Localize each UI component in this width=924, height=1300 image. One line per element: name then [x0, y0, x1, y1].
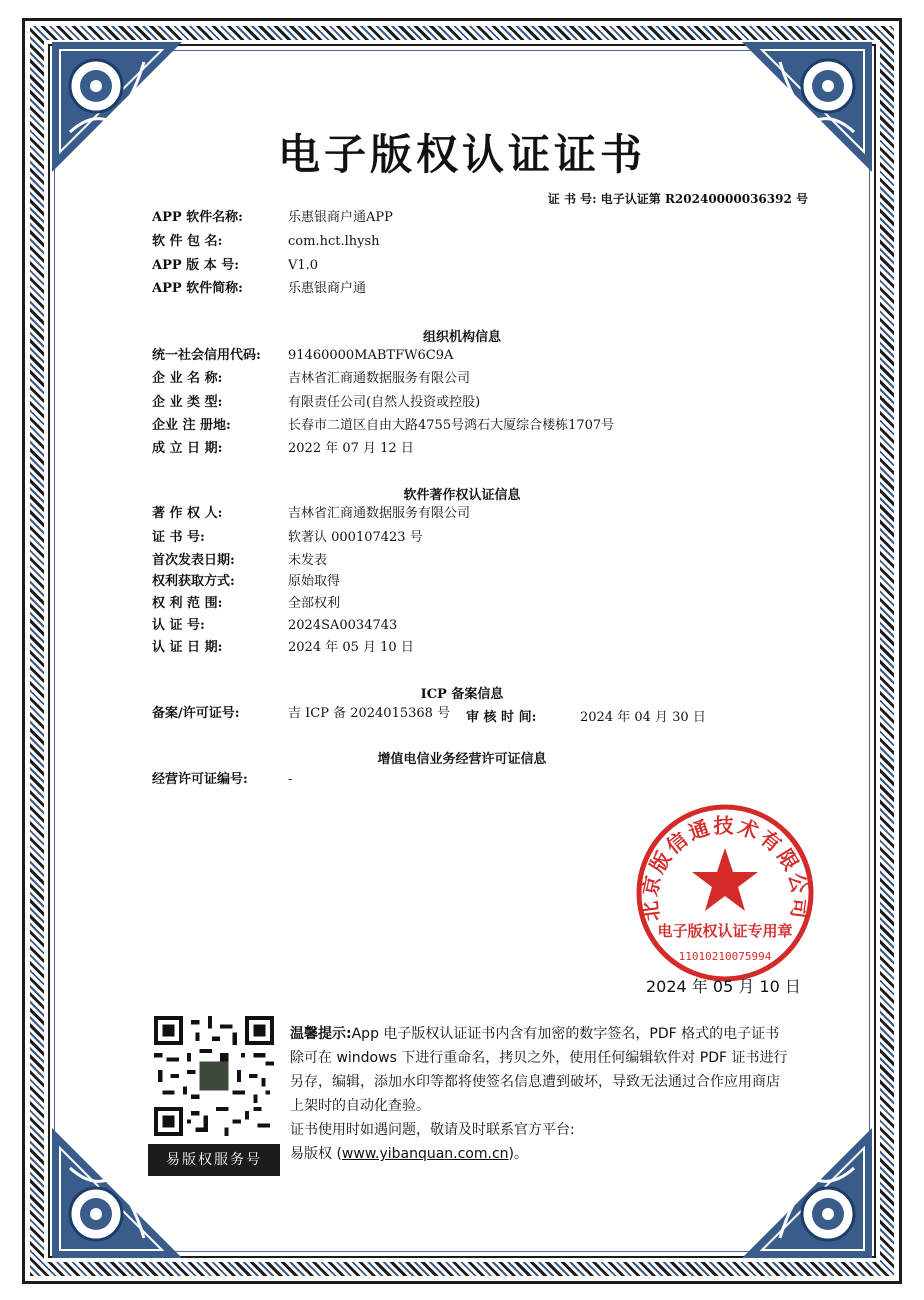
platform-link[interactable]: www.yibanquan.com.cn	[341, 1146, 509, 1162]
review-time-label: 审 核 时 间:	[466, 710, 537, 725]
notice-prefix: 温馨提示:	[290, 1026, 352, 1042]
copyright-section-heading: 软件著作权认证信息	[403, 488, 521, 503]
notice-block	[290, 1022, 790, 1166]
auth-number-value: 2024SA0034743	[288, 618, 398, 633]
copyright-cert-label: 证 书 号:	[152, 530, 205, 545]
copyright-cert-value: 软著认 000107423 号	[288, 530, 423, 545]
icp-number-value: 吉 ICP 备 2024015368 号	[288, 706, 451, 721]
app-name-value: 乐惠银商户通APP	[288, 210, 393, 225]
rights-scope-label: 权 利 范 围:	[152, 596, 223, 611]
rights-scope-value: 全部权利	[288, 596, 341, 611]
auth-number-label: 认 证 号:	[152, 618, 205, 633]
certificate-number-label: 证 书 号:	[547, 192, 597, 206]
telecom-section-heading: 增值电信业务经营许可证信息	[377, 752, 547, 767]
company-type-label: 企 业 类 型:	[152, 395, 223, 410]
qr-logo-icon	[200, 1062, 229, 1091]
seal-serial-number: 11010210075994	[678, 950, 772, 963]
app-version-value: V1.0	[288, 258, 319, 273]
first-publish-value: 未发表	[288, 553, 328, 568]
notice-contact-line: 证书使用时如遇问题，敬请及时联系官方平台:	[290, 1122, 575, 1138]
seal-company-name: 北京版信通技术有限公司	[637, 813, 813, 923]
established-date-label: 成 立 日 期:	[152, 441, 223, 456]
copyright-owner-value: 吉林省汇商通数据服务有限公司	[288, 506, 471, 521]
certificate-number	[548, 190, 808, 207]
first-publish-label: 首次发表日期:	[152, 553, 235, 568]
platform-name: 易版权 (	[290, 1146, 342, 1162]
established-date-value: 2022 年 07 月 12 日	[288, 441, 414, 456]
icp-section-heading: ICP 备案信息	[420, 687, 504, 702]
credit-code-label: 统一社会信用代码:	[152, 348, 261, 363]
official-seal	[632, 800, 818, 986]
qr-caption: 易版权服务号	[148, 1144, 280, 1176]
org-section-heading: 组织机构信息	[422, 330, 501, 345]
auth-date-label: 认 证 日 期:	[152, 640, 223, 655]
notice-body: App 电子版权认证证书内含有加密的数字签名，PDF 格式的电子证书除可在 windows 下进行重命名，拷贝之外，使用任何编辑软件对 PDF 证书进行另存，编辑，添加水印等都将使签名信息遭到破坏，导致无法通过合作应用商店上架时的自动化查验。	[290, 1026, 788, 1114]
copyright-owner-label: 著 作 权 人:	[152, 506, 223, 521]
app-version-label: APP 版 本 号:	[152, 258, 240, 273]
issue-date: 2024 年 05 月 10 日	[646, 977, 801, 996]
qr-code-panel	[148, 1012, 280, 1176]
auth-date-value: 2024 年 05 月 10 日	[288, 640, 414, 655]
license-number-value: -	[288, 772, 293, 787]
app-name-label: APP 软件名称:	[152, 210, 243, 225]
license-number-label: 经营许可证编号:	[152, 772, 248, 787]
app-short-name-label: APP 软件简称:	[152, 281, 243, 296]
package-name-label: 软 件 包 名:	[152, 234, 223, 249]
company-name-label: 企 业 名 称:	[152, 371, 223, 386]
certificate-number-value: 电子认证第 R20240000036392 号	[600, 192, 808, 206]
review-time-value: 2024 年 04 月 30 日	[580, 710, 706, 725]
qr-code-image[interactable]	[154, 1016, 274, 1136]
app-short-name-value: 乐惠银商户通	[288, 281, 367, 296]
icp-number-label: 备案/许可证号:	[152, 706, 240, 721]
credit-code-value: 91460000MABTFW6C9A	[288, 348, 454, 363]
platform-suffix: )。	[508, 1146, 529, 1162]
certificate-title: 电子版权认证证书	[277, 130, 646, 179]
company-type-value: 有限责任公司(自然人投资或控股)	[288, 395, 481, 410]
package-name-value: com.hct.lhysh	[288, 234, 380, 249]
seal-purpose-text: 电子版权认证专用章	[657, 922, 793, 940]
seal-star-icon	[692, 848, 758, 911]
acquisition-method-value: 原始取得	[288, 574, 341, 589]
company-name-value: 吉林省汇商通数据服务有限公司	[288, 371, 471, 386]
registered-address-value: 长春市二道区自由大路4755号鸿石大厦综合楼栋1707号	[288, 418, 615, 433]
registered-address-label: 企业 注 册地:	[152, 418, 231, 433]
acquisition-method-label: 权利获取方式:	[152, 574, 235, 589]
